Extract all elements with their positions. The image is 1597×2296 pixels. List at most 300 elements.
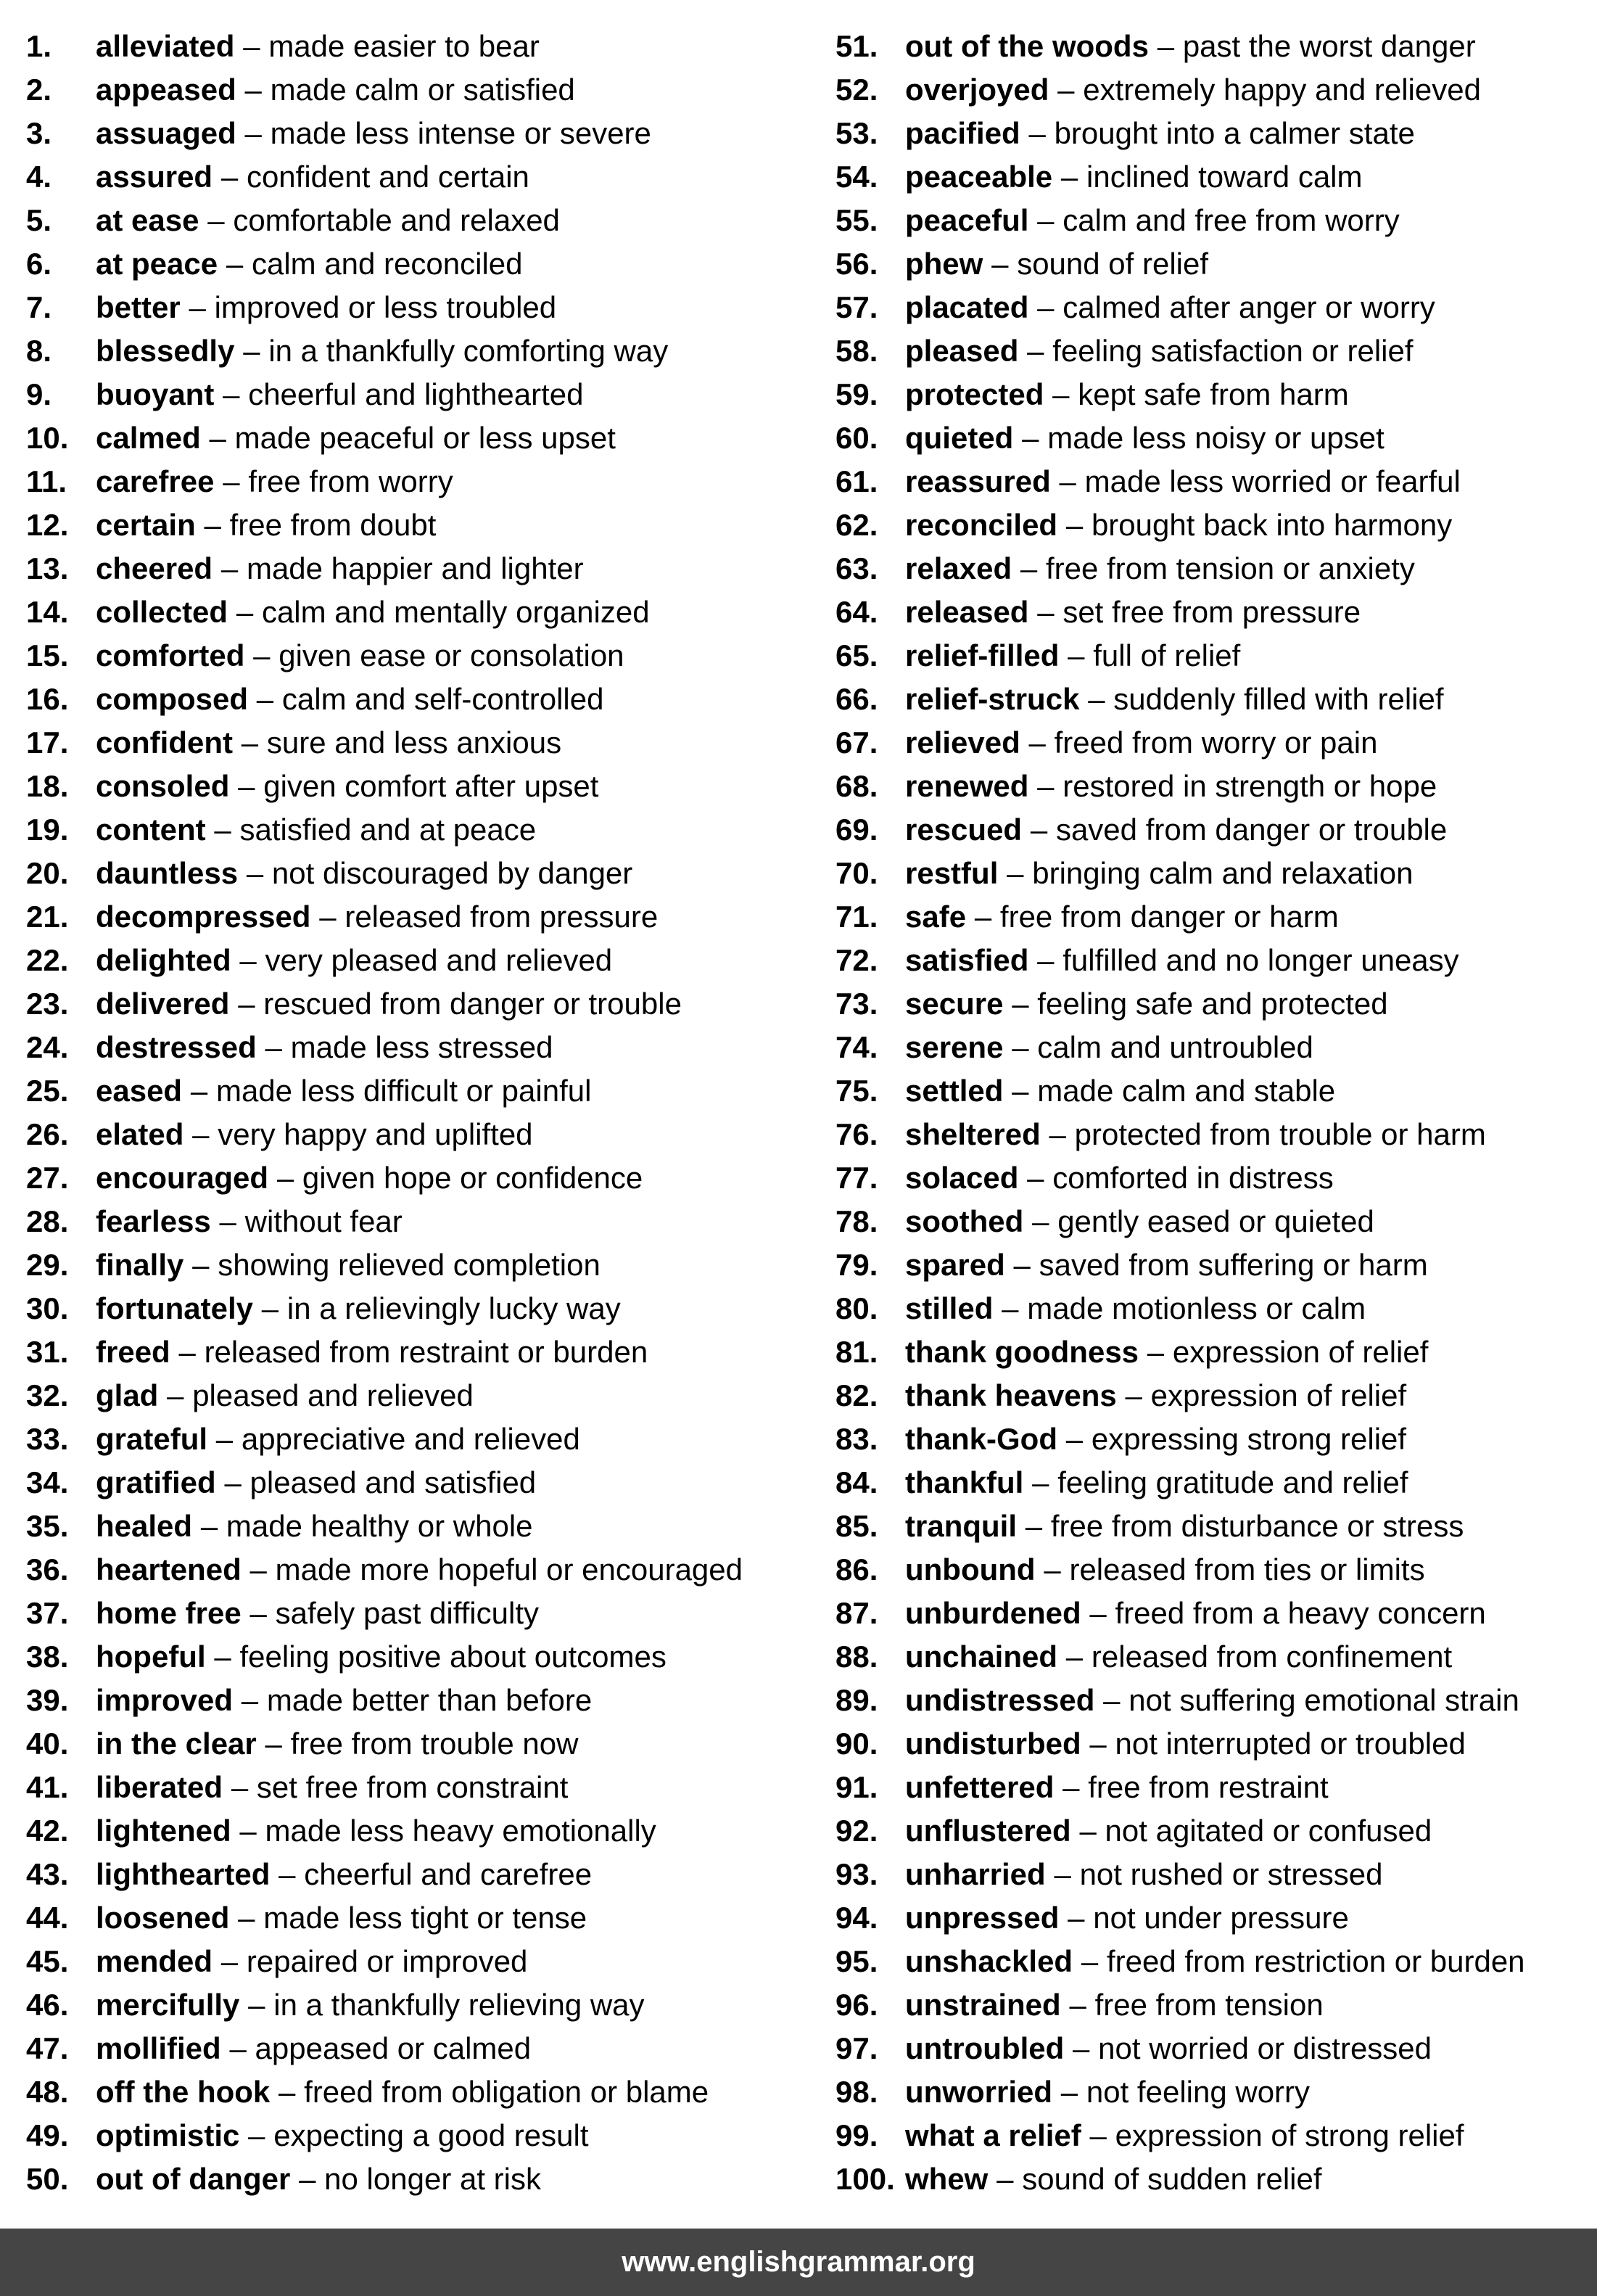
item-number: 13.: [26, 551, 69, 585]
list-item: [26, 1853, 817, 1896]
list-item: [26, 1896, 817, 1940]
item-number: 24.: [26, 1030, 69, 1064]
item-definition: repaired or improved: [246, 1944, 528, 1978]
item-separator: –: [224, 1465, 242, 1499]
item-separator: –: [241, 725, 259, 760]
item-definition: made less worried or fearful: [1084, 464, 1461, 498]
item-word: gratified: [96, 1465, 216, 1499]
list-item: [835, 547, 1590, 591]
item-word: quieted: [905, 421, 1014, 455]
item-separator: –: [253, 638, 271, 672]
item-definition: pleased and satisfied: [249, 1465, 537, 1499]
item-separator: –: [1012, 987, 1029, 1021]
footer-url[interactable]: www.englishgrammar.org: [622, 2246, 975, 2278]
list-item: [835, 1505, 1590, 1548]
item-separator: –: [214, 1639, 231, 1674]
list-item: [835, 1635, 1590, 1679]
item-separator: –: [239, 1814, 257, 1848]
item-number: 91.: [835, 1770, 878, 1804]
item-definition: freed from a heavy concern: [1115, 1596, 1486, 1630]
list-item: [835, 982, 1590, 1026]
item-word: buoyant: [96, 377, 215, 411]
item-definition: not agitated or confused: [1105, 1814, 1432, 1848]
item-separator: –: [223, 464, 240, 498]
item-number: 57.: [835, 290, 878, 324]
list-item: [26, 199, 817, 242]
item-word: optimistic: [96, 2118, 240, 2152]
item-word: soothed: [905, 1204, 1024, 1238]
item-separator: –: [1030, 812, 1048, 847]
item-number: 21.: [26, 900, 69, 934]
item-separator: –: [231, 1770, 249, 1804]
item-word: home free: [96, 1596, 242, 1630]
item-separator: –: [278, 1857, 296, 1891]
item-word: phew: [905, 247, 983, 281]
item-definition: made better than before: [266, 1683, 593, 1717]
item-definition: showing relieved completion: [218, 1248, 601, 1282]
item-number: 83.: [835, 1422, 878, 1456]
item-definition: made motionless or calm: [1027, 1291, 1366, 1325]
item-number: 99.: [835, 2118, 878, 2152]
item-separator: –: [1049, 1117, 1066, 1151]
item-definition: pleased and relieved: [192, 1378, 474, 1412]
list-item: [835, 112, 1590, 155]
list-item: [26, 808, 817, 852]
item-definition: feeling positive about outcomes: [239, 1639, 667, 1674]
item-separator: –: [241, 1683, 259, 1717]
item-word: relief-struck: [905, 682, 1080, 716]
list-item: [835, 155, 1590, 199]
item-definition: calm and free from worry: [1062, 203, 1400, 237]
item-word: rescued: [905, 812, 1023, 847]
item-definition: in a thankfully comforting way: [268, 334, 669, 368]
item-definition: calm and self-controlled: [281, 682, 604, 716]
item-word: finally: [96, 1248, 184, 1282]
item-number: 55.: [835, 203, 878, 237]
list-item: [835, 1940, 1590, 1983]
item-word: unharried: [905, 1857, 1046, 1891]
list-item: [835, 416, 1590, 460]
list-item: [26, 286, 817, 329]
list-item: [26, 1766, 817, 1809]
item-separator: –: [991, 247, 1009, 281]
item-number: 64.: [835, 595, 878, 629]
item-word: certain: [96, 508, 196, 542]
item-number: 10.: [26, 421, 69, 455]
item-word: fortunately: [96, 1291, 254, 1325]
item-number: 84.: [835, 1465, 878, 1499]
item-definition: made less difficult or painful: [215, 1074, 592, 1108]
item-number: 40.: [26, 1727, 69, 1761]
item-definition: released from confinement: [1091, 1639, 1453, 1674]
item-separator: –: [223, 377, 240, 411]
item-definition: made healthy or whole: [226, 1509, 533, 1543]
item-word: settled: [905, 1074, 1004, 1108]
item-number: 39.: [26, 1683, 69, 1717]
item-number: 97.: [835, 2031, 878, 2065]
item-separator: –: [167, 1378, 184, 1412]
item-word: relieved: [905, 725, 1020, 760]
item-word: thankful: [905, 1465, 1024, 1499]
item-word: glad: [96, 1378, 159, 1412]
item-definition: free from tension or anxiety: [1045, 551, 1415, 585]
item-definition: not worried or distressed: [1098, 2031, 1432, 2065]
item-separator: –: [1037, 769, 1055, 803]
item-word: secure: [905, 987, 1004, 1021]
item-number: 12.: [26, 508, 69, 542]
item-separator: –: [1037, 290, 1055, 324]
item-number: 19.: [26, 812, 69, 847]
item-definition: comforted in distress: [1052, 1161, 1334, 1195]
item-definition: in a thankfully relieving way: [273, 1988, 645, 2022]
list-item: [26, 2070, 817, 2114]
item-separator: –: [1069, 1988, 1086, 2022]
item-word: freed: [96, 1335, 170, 1369]
item-number: 73.: [835, 987, 878, 1021]
item-number: 56.: [835, 247, 878, 281]
item-definition: no longer at risk: [324, 2162, 541, 2196]
list-item: [835, 1069, 1590, 1113]
item-definition: free from restraint: [1088, 1770, 1329, 1804]
item-definition: set free from constraint: [256, 1770, 569, 1804]
item-definition: released from pressure: [344, 900, 659, 934]
item-separator: –: [1007, 856, 1024, 890]
list-item: [835, 1592, 1590, 1635]
list-item: [26, 591, 817, 634]
item-definition: protected from trouble or harm: [1074, 1117, 1486, 1151]
item-definition: freed from worry or pain: [1054, 725, 1378, 760]
item-definition: in a relievingly lucky way: [286, 1291, 621, 1325]
item-word: unfettered: [905, 1770, 1055, 1804]
item-number: 49.: [26, 2118, 69, 2152]
item-separator: –: [1037, 595, 1055, 629]
item-separator: –: [1028, 116, 1046, 150]
item-definition: not feeling worry: [1086, 2075, 1311, 2109]
list-item: [26, 2114, 817, 2157]
item-word: out of danger: [96, 2162, 291, 2196]
item-separator: –: [1020, 551, 1038, 585]
item-separator: –: [249, 1552, 267, 1587]
item-word: liberated: [96, 1770, 223, 1804]
item-separator: –: [1068, 1901, 1085, 1935]
item-word: comforted: [96, 638, 245, 672]
item-definition: appeased or calmed: [255, 2031, 532, 2065]
list-item: [26, 1635, 817, 1679]
item-word: unflustered: [905, 1814, 1071, 1848]
list-item: [835, 1766, 1590, 1809]
list-item: [26, 634, 817, 678]
item-number: 11.: [26, 464, 67, 498]
list-item: [835, 1330, 1590, 1374]
item-definition: rescued from danger or trouble: [263, 987, 682, 1021]
list-item: [26, 678, 817, 721]
item-separator: –: [1089, 2118, 1107, 2152]
item-number: 2.: [26, 73, 52, 107]
item-definition: expressing strong relief: [1091, 1422, 1407, 1456]
item-separator: –: [243, 334, 260, 368]
item-word: decompressed: [96, 900, 311, 934]
item-definition: fulfilled and no longer uneasy: [1062, 943, 1459, 977]
item-number: 4.: [26, 160, 52, 194]
item-definition: made peaceful or less upset: [234, 421, 616, 455]
item-number: 3.: [26, 116, 52, 150]
item-word: composed: [96, 682, 249, 716]
item-separator: –: [1032, 1465, 1049, 1499]
item-number: 32.: [26, 1378, 69, 1412]
item-definition: set free from pressure: [1062, 595, 1361, 629]
item-definition: calmed after anger or worry: [1062, 290, 1435, 324]
item-separator: –: [278, 2075, 296, 2109]
item-separator: –: [220, 160, 239, 194]
item-definition: sound of relief: [1017, 247, 1209, 281]
list-item: [835, 2157, 1590, 2201]
item-number: 100.: [835, 2162, 895, 2196]
item-definition: made happier and lighter: [246, 551, 584, 585]
item-separator: –: [239, 943, 257, 977]
item-separator: –: [1147, 1335, 1165, 1369]
list-item: [26, 373, 817, 416]
item-word: thank goodness: [905, 1335, 1139, 1369]
item-separator: –: [1088, 682, 1105, 716]
item-number: 42.: [26, 1814, 69, 1848]
item-definition: not under pressure: [1093, 1901, 1349, 1935]
item-number: 48.: [26, 2075, 69, 2109]
item-separator: –: [226, 247, 244, 281]
item-separator: –: [220, 551, 239, 585]
list-item: [835, 1722, 1590, 1766]
item-word: assuaged: [96, 116, 236, 150]
list-item: [26, 1505, 817, 1548]
item-word: unshackled: [905, 1944, 1073, 1978]
item-number: 53.: [835, 116, 878, 150]
item-number: 87.: [835, 1596, 878, 1630]
item-separator: –: [319, 900, 337, 934]
item-word: whew: [905, 2162, 989, 2196]
item-definition: expression of relief: [1172, 1335, 1429, 1369]
item-word: consoled: [96, 769, 230, 803]
item-separator: –: [192, 1117, 210, 1151]
item-word: assured: [96, 160, 213, 194]
item-definition: made easier to bear: [268, 29, 540, 63]
item-definition: brought back into harmony: [1091, 508, 1453, 542]
item-word: released: [905, 595, 1029, 629]
item-separator: –: [207, 203, 225, 237]
item-number: 90.: [835, 1727, 878, 1761]
list-item: [835, 1417, 1590, 1461]
list-item: [26, 1679, 817, 1722]
item-definition: satisfied and at peace: [239, 812, 537, 847]
item-separator: –: [1027, 1161, 1044, 1195]
item-separator: –: [246, 856, 264, 890]
item-word: solaced: [905, 1161, 1019, 1195]
list-item: [835, 1548, 1590, 1592]
item-definition: not rushed or stressed: [1079, 1857, 1383, 1891]
list-item: [835, 678, 1590, 721]
item-definition: free from worry: [248, 464, 453, 498]
item-word: improved: [96, 1683, 234, 1717]
item-definition: made more hopeful or encouraged: [275, 1552, 743, 1587]
item-word: off the hook: [96, 2075, 271, 2109]
item-number: 18.: [26, 769, 69, 803]
item-number: 26.: [26, 1117, 69, 1151]
item-number: 74.: [835, 1030, 878, 1064]
item-word: undistressed: [905, 1683, 1095, 1717]
list-item: [835, 373, 1590, 416]
item-word: delivered: [96, 987, 230, 1021]
item-number: 59.: [835, 377, 878, 411]
item-number: 25.: [26, 1074, 69, 1108]
list-item: [835, 242, 1590, 286]
item-separator: –: [1062, 1770, 1080, 1804]
item-separator: –: [248, 2118, 265, 2152]
item-separator: –: [1012, 1074, 1029, 1108]
list-item: [26, 1200, 817, 1243]
item-definition: released from restraint or burden: [204, 1335, 648, 1369]
item-word: placated: [905, 290, 1029, 324]
item-separator: –: [256, 682, 274, 716]
list-item: [835, 1156, 1590, 1200]
item-definition: saved from suffering or harm: [1039, 1248, 1428, 1282]
item-word: unchained: [905, 1639, 1058, 1674]
item-number: 80.: [835, 1291, 878, 1325]
list-item: [835, 1679, 1590, 1722]
list-item: [26, 1417, 817, 1461]
item-separator: –: [974, 900, 992, 934]
item-separator: –: [1081, 1944, 1099, 1978]
item-word: fearless: [96, 1204, 211, 1238]
item-definition: made less stressed: [290, 1030, 553, 1064]
item-number: 78.: [835, 1204, 878, 1238]
item-definition: feeling safe and protected: [1037, 987, 1388, 1021]
item-definition: free from trouble now: [290, 1727, 579, 1761]
item-separator: –: [243, 29, 260, 63]
list-item: [835, 808, 1590, 852]
list-item: [835, 1243, 1590, 1287]
item-separator: –: [215, 1422, 234, 1456]
list-item: [26, 242, 817, 286]
item-separator: –: [1032, 1204, 1049, 1238]
list-item: [26, 112, 817, 155]
list-item: [835, 68, 1590, 112]
item-number: 38.: [26, 1639, 69, 1674]
item-number: 81.: [835, 1335, 878, 1369]
item-separator: –: [1065, 508, 1084, 542]
list-item: [835, 199, 1590, 242]
item-separator: –: [1013, 1248, 1031, 1282]
item-separator: –: [1027, 334, 1044, 368]
item-definition: expression of strong relief: [1115, 2118, 1464, 2152]
item-number: 31.: [26, 1335, 69, 1369]
item-definition: saved from danger or trouble: [1055, 812, 1448, 847]
item-definition: calm and mentally organized: [261, 595, 650, 629]
list-item: [835, 1896, 1590, 1940]
item-definition: calm and reconciled: [251, 247, 523, 281]
item-word: out of the woods: [905, 29, 1149, 63]
item-separator: –: [209, 421, 226, 455]
item-separator: –: [192, 1248, 210, 1282]
item-definition: free from disturbance or stress: [1050, 1509, 1464, 1543]
list-item: [26, 547, 817, 591]
list-item: [26, 1461, 817, 1505]
item-separator: –: [238, 769, 255, 803]
item-number: 75.: [835, 1074, 878, 1108]
item-definition: freed from restriction or burden: [1106, 1944, 1525, 1978]
item-separator: –: [1089, 1727, 1107, 1761]
item-definition: free from doubt: [229, 508, 437, 542]
item-separator: –: [190, 1074, 208, 1108]
item-separator: –: [1059, 464, 1076, 498]
list-item: [26, 416, 817, 460]
item-definition: very pleased and relieved: [265, 943, 613, 977]
list-item: [26, 1287, 817, 1330]
item-definition: sound of sudden relief: [1022, 2162, 1322, 2196]
item-word: peaceful: [905, 203, 1029, 237]
list-item: [26, 460, 817, 503]
item-separator: –: [220, 1944, 239, 1978]
item-number: 9.: [26, 377, 52, 411]
item-definition: cheerful and lighthearted: [248, 377, 584, 411]
item-separator: –: [996, 2162, 1014, 2196]
item-word: unpressed: [905, 1901, 1060, 1935]
item-number: 50.: [26, 2162, 69, 2196]
item-word: at ease: [96, 203, 199, 237]
item-word: mercifully: [96, 1988, 240, 2022]
item-number: 35.: [26, 1509, 69, 1543]
item-number: 77.: [835, 1161, 878, 1195]
item-definition: very happy and uplifted: [218, 1117, 533, 1151]
item-number: 95.: [835, 1944, 878, 1978]
item-separator: –: [1157, 29, 1175, 63]
item-word: alleviated: [96, 29, 235, 63]
item-separator: –: [265, 1727, 282, 1761]
item-number: 51.: [835, 29, 878, 63]
item-number: 23.: [26, 987, 69, 1021]
item-word: loosened: [96, 1901, 230, 1935]
item-word: satisfied: [905, 943, 1029, 977]
item-separator: –: [1060, 160, 1078, 194]
item-definition: made calm or satisfied: [270, 73, 575, 107]
item-number: 72.: [835, 943, 878, 977]
item-definition: made less heavy emotionally: [265, 1814, 656, 1848]
item-word: reassured: [905, 464, 1051, 498]
item-number: 89.: [835, 1683, 878, 1717]
item-word: dauntless: [96, 856, 239, 890]
item-number: 5.: [26, 203, 52, 237]
item-word: healed: [96, 1509, 193, 1543]
item-separator: –: [276, 1161, 294, 1195]
item-separator: –: [1060, 2075, 1078, 2109]
item-number: 85.: [835, 1509, 878, 1543]
item-number: 86.: [835, 1552, 878, 1587]
list-item: [26, 1330, 817, 1374]
item-word: pleased: [905, 334, 1019, 368]
list-item: [26, 1069, 817, 1113]
item-definition: not suffering emotional strain: [1128, 1683, 1519, 1717]
item-definition: bringing calm and relaxation: [1032, 856, 1414, 890]
item-separator: –: [236, 595, 254, 629]
item-separator: –: [249, 1596, 267, 1630]
list-item: [26, 1113, 817, 1156]
item-word: reconciled: [905, 508, 1058, 542]
item-word: unburdened: [905, 1596, 1081, 1630]
item-definition: comfortable and relaxed: [233, 203, 560, 237]
item-definition: sure and less anxious: [266, 725, 562, 760]
item-definition: appreciative and relieved: [241, 1422, 580, 1456]
list-item: [26, 2027, 817, 2070]
list-item: [26, 939, 817, 982]
list-item: [835, 1461, 1590, 1505]
item-definition: full of relief: [1093, 638, 1241, 672]
